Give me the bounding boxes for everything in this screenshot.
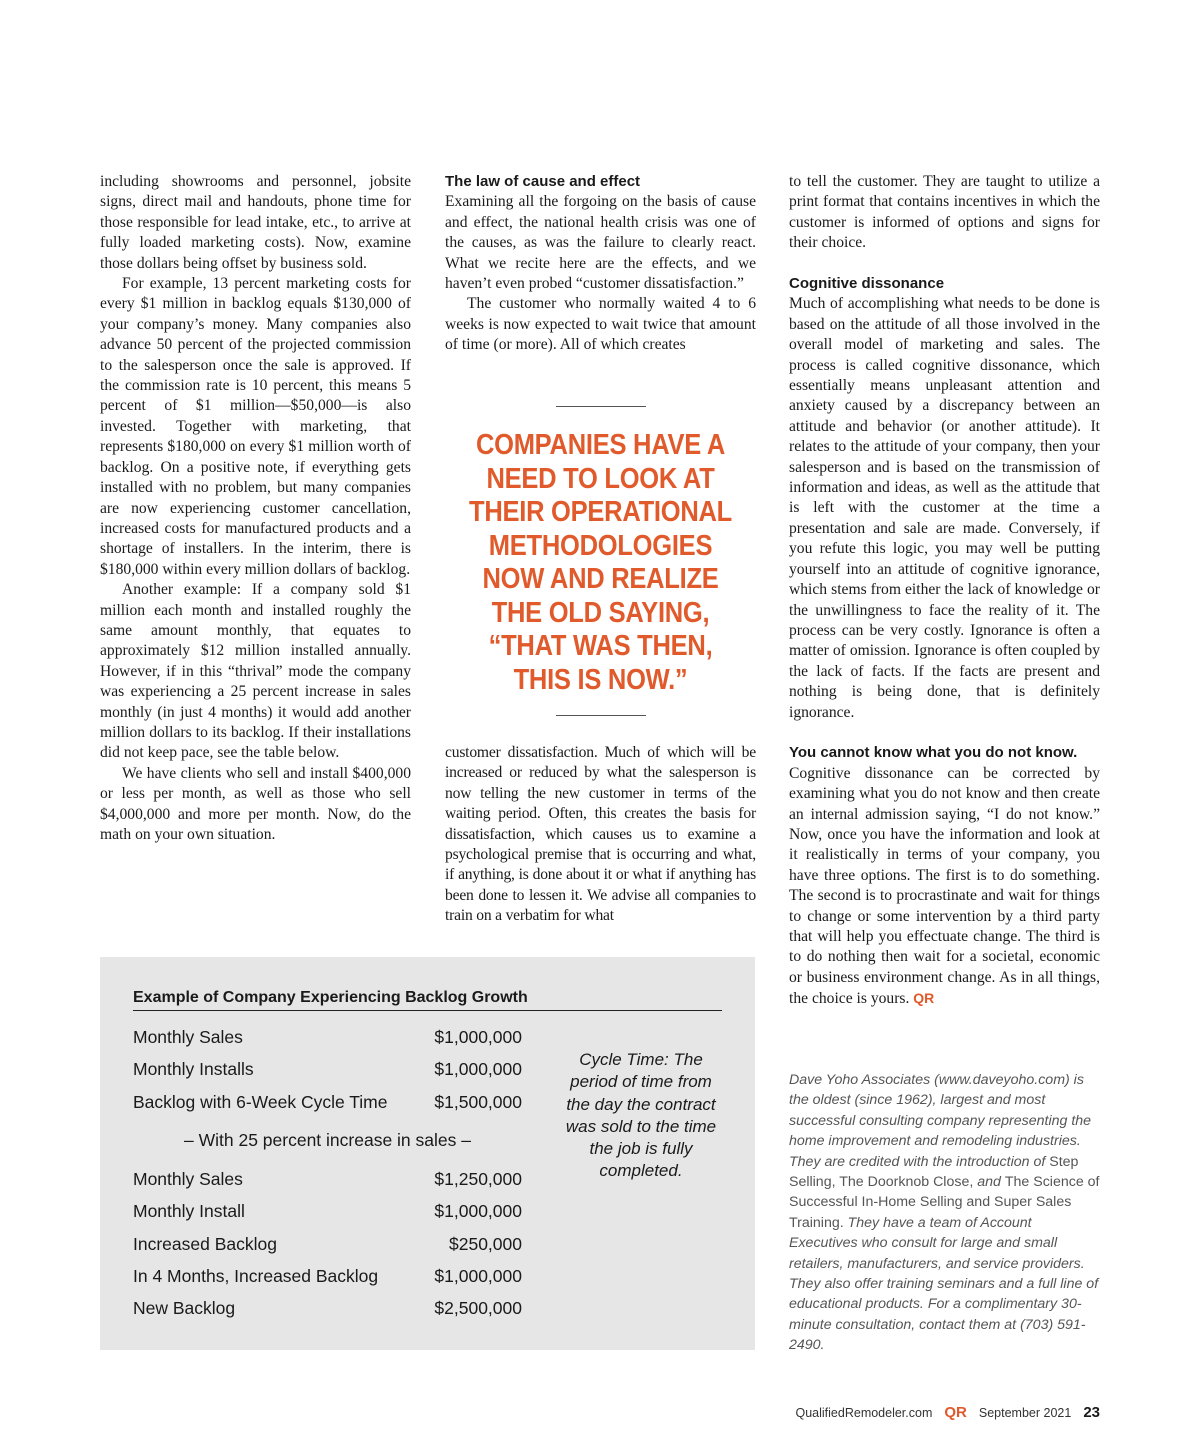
bio-title-1: Step Selling, The Doorknob Close, [789,1153,1079,1191]
col3-paragraph-3-text: Cognitive dissonance can be corrected by examining what you do not know and then create an internal admission saying, “I do not know.” Now, once you have the information and look at it realistically in terms of your company, you have three options. The first is to do something. The second is to procrastinate and wait for things to change or some intervention by a third party that will help you effectuate change. The third is to do nothing then wait for a societal, economic or business environment change. As in all things, the choice is yours. [789,764,1100,1008]
row-value: $1,000,000 [434,1266,522,1286]
row-value: $2,500,000 [434,1298,522,1318]
backlog-table [100,957,755,1350]
col1-paragraph-4: We have clients who sell and install $400,000 or less per month, as well as those who sell $4,000,000 and more per month. Now, do the math on your own situation. [100,764,411,843]
table-row [133,1059,522,1080]
col3-paragraph-3 [789,764,1100,1010]
row-value: $1,250,000 [434,1169,522,1189]
column-2 [445,172,756,356]
bio-title-2: The Science of Successful In-Home Selling and Super Sales Training. [789,1174,1100,1231]
row-value: $1,000,000 [434,1201,522,1221]
author-bio [789,1070,1104,1356]
col1-paragraph-1: including showrooms and personnel, jobsite signs, direct mail and handouts, phone time for those responsible for lead intake, etc., to arrive at fully loaded marketing costs). Now, examine those dollars being offset by business sold. [100,173,411,272]
row-label: Monthly Installs [133,1059,254,1079]
table-row [133,1234,522,1255]
row-value: $1,000,000 [434,1027,522,1047]
row-label: Increased Backlog [133,1234,277,1254]
row-label: New Backlog [133,1298,236,1318]
footer-logo: QR [944,1404,967,1421]
table-row [133,1201,522,1222]
pull-quote-text: COMPANIES HAVE A NEED TO LOOK AT THEIR OPERATIONAL METHODOLOGIES NOW AND REALIZE THE OLD SAYING, “THAT WAS THEN, THIS IS NOW.” [468,429,733,696]
col2-paragraph-3: customer dissatisfaction. Much of which will be increased or reduced by what the salesperson is now telling the new customer in terms of the waiting period. Often, this creates the basis for dissatisfaction, which causes us to examine a psychological premise that is occurring and what, if anything, is done about it or what if anything has been done to lessen it. We advise all companies to train on a verbatim for what [445,744,756,925]
row-value: $250,000 [449,1234,522,1254]
bio-text-3: They have a team of Account Executives who consult for large and small retailers, manufacturers, and service providers. They also offer training seminars and a full line of educational products. For a complimentary 30-minute consultation, contact them at (703) 591-2490. [789,1214,1099,1354]
col1-paragraph-3: Another example: If a company sold $1 million each month and installed roughly the same amount monthly, that equates to approximately $12 million installed annually. However, if in this “thrival” mode the company was experiencing a 25 percent increase in sales monthly (in just 4 months) it would add another million dollars to its backlog. If their installations did not keep pace, see the table below. [100,581,411,762]
page-number: 23 [1083,1404,1100,1421]
row-value: $1,500,000 [434,1092,522,1112]
footer-issue: September 2021 [978,1406,1072,1420]
col3-paragraph-1: to tell the customer. They are taught to utilize a print format that contains incentives in which the customer is informed of options and signs for their choice. [789,173,1100,252]
table-row [133,1092,522,1113]
table-title: Example of Company Experiencing Backlog Growth [133,989,722,1011]
pull-quote-rule-top [556,406,646,407]
row-value: $1,000,000 [434,1059,522,1079]
column-1 [100,172,411,845]
col3-paragraph-2: Much of accomplishing what needs to be done is based on the attitude of all those involved in the overall model of marketing and sales. The process is called cognitive dissonance, which essentially means unpleasant attention and anxiety caused by a discrepancy between an attitude and behavior (or another attitude). It relates to the attitude of your company, then your salesperson and is based on the transmission of information and ideas, as well as the attitude that is left with the customer at the time a presentation and sale are made. Conversely, if you refute this logic, you may well be putting yourself into an attitude of cognitive ignorance, which stems from either the lack of knowledge or the unwillingness to face the reality of it. The process can be very costly. Ignorance is often a matter of omission. Ignorance is often coupled by the lack of facts. If the facts are present and nothing is being done, that is definitely ignorance. [789,295,1100,721]
page-footer [796,1404,1101,1421]
table-divider-text: – With 25 percent increase in sales – [184,1130,471,1150]
footer-site: QualifiedRemodeler.com [795,1406,933,1420]
bio-text-1: Dave Yoho Associates (www.daveyoho.com) is the oldest (since 1962), largest and most successful consulting company representing the home improvement and remodeling industries. They are credited with the introduction of [789,1072,1092,1170]
table-row [133,1169,522,1190]
section-heading-know: You cannot know what you do not know. [789,744,1078,762]
bio-text-2: and [973,1174,1005,1191]
column-2-continued [445,743,756,927]
col2-paragraph-2: The customer who normally waited 4 to 6 weeks is now expected to wait twice that amount of time (or more). All of which creates [445,295,756,354]
col1-paragraph-2: For example, 13 percent marketing costs for every $1 million in backlog equals $130,000 of your company’s money. Many companies also advance 50 percent of the projected commission to the salesperson once the sale is approved. If the commission rate is 10 percent, this means 5 percent of $1 million—$50,000—is also invested. Together with marketing, that represents $180,000 on every $1 million worth of backlog. On a positive note, if everything gets installed with no problem, but many companies are now experiencing customer cancellation, increased costs for manufactured products and a shortage of installers. In the interim, there is $180,000 within every million dollars of backlog. [100,275,411,578]
section-heading-cause-effect: The law of cause and effect [445,173,641,190]
cycle-time-note: Cycle Time: The period of time from the day the contract was sold to the time the job is fully completed. [565,1050,717,1181]
pull-quote-rule-bottom [556,715,646,716]
column-3 [789,172,1100,1010]
row-label: Monthly Install [133,1201,245,1221]
table-row [133,1027,522,1048]
row-label: In 4 Months, Increased Backlog [133,1266,379,1286]
row-label: Backlog with 6-Week Cycle Time [133,1092,388,1112]
row-label: Monthly Sales [133,1169,243,1189]
table-row [133,1266,522,1287]
table-row [133,1298,522,1319]
col2-paragraph-1: Examining all the forgoing on the basis of cause and effect, the national health crisis was one of the causes, as was the failure to clearly react. What we recite here are the effects, and we haven’t even probed “customer dissatisfaction.” [445,193,756,293]
pull-quote [445,406,756,716]
row-label: Monthly Sales [133,1027,243,1047]
qr-end-mark: QR [913,990,935,1007]
section-heading-cognitive-dissonance: Cognitive dissonance [789,275,945,293]
